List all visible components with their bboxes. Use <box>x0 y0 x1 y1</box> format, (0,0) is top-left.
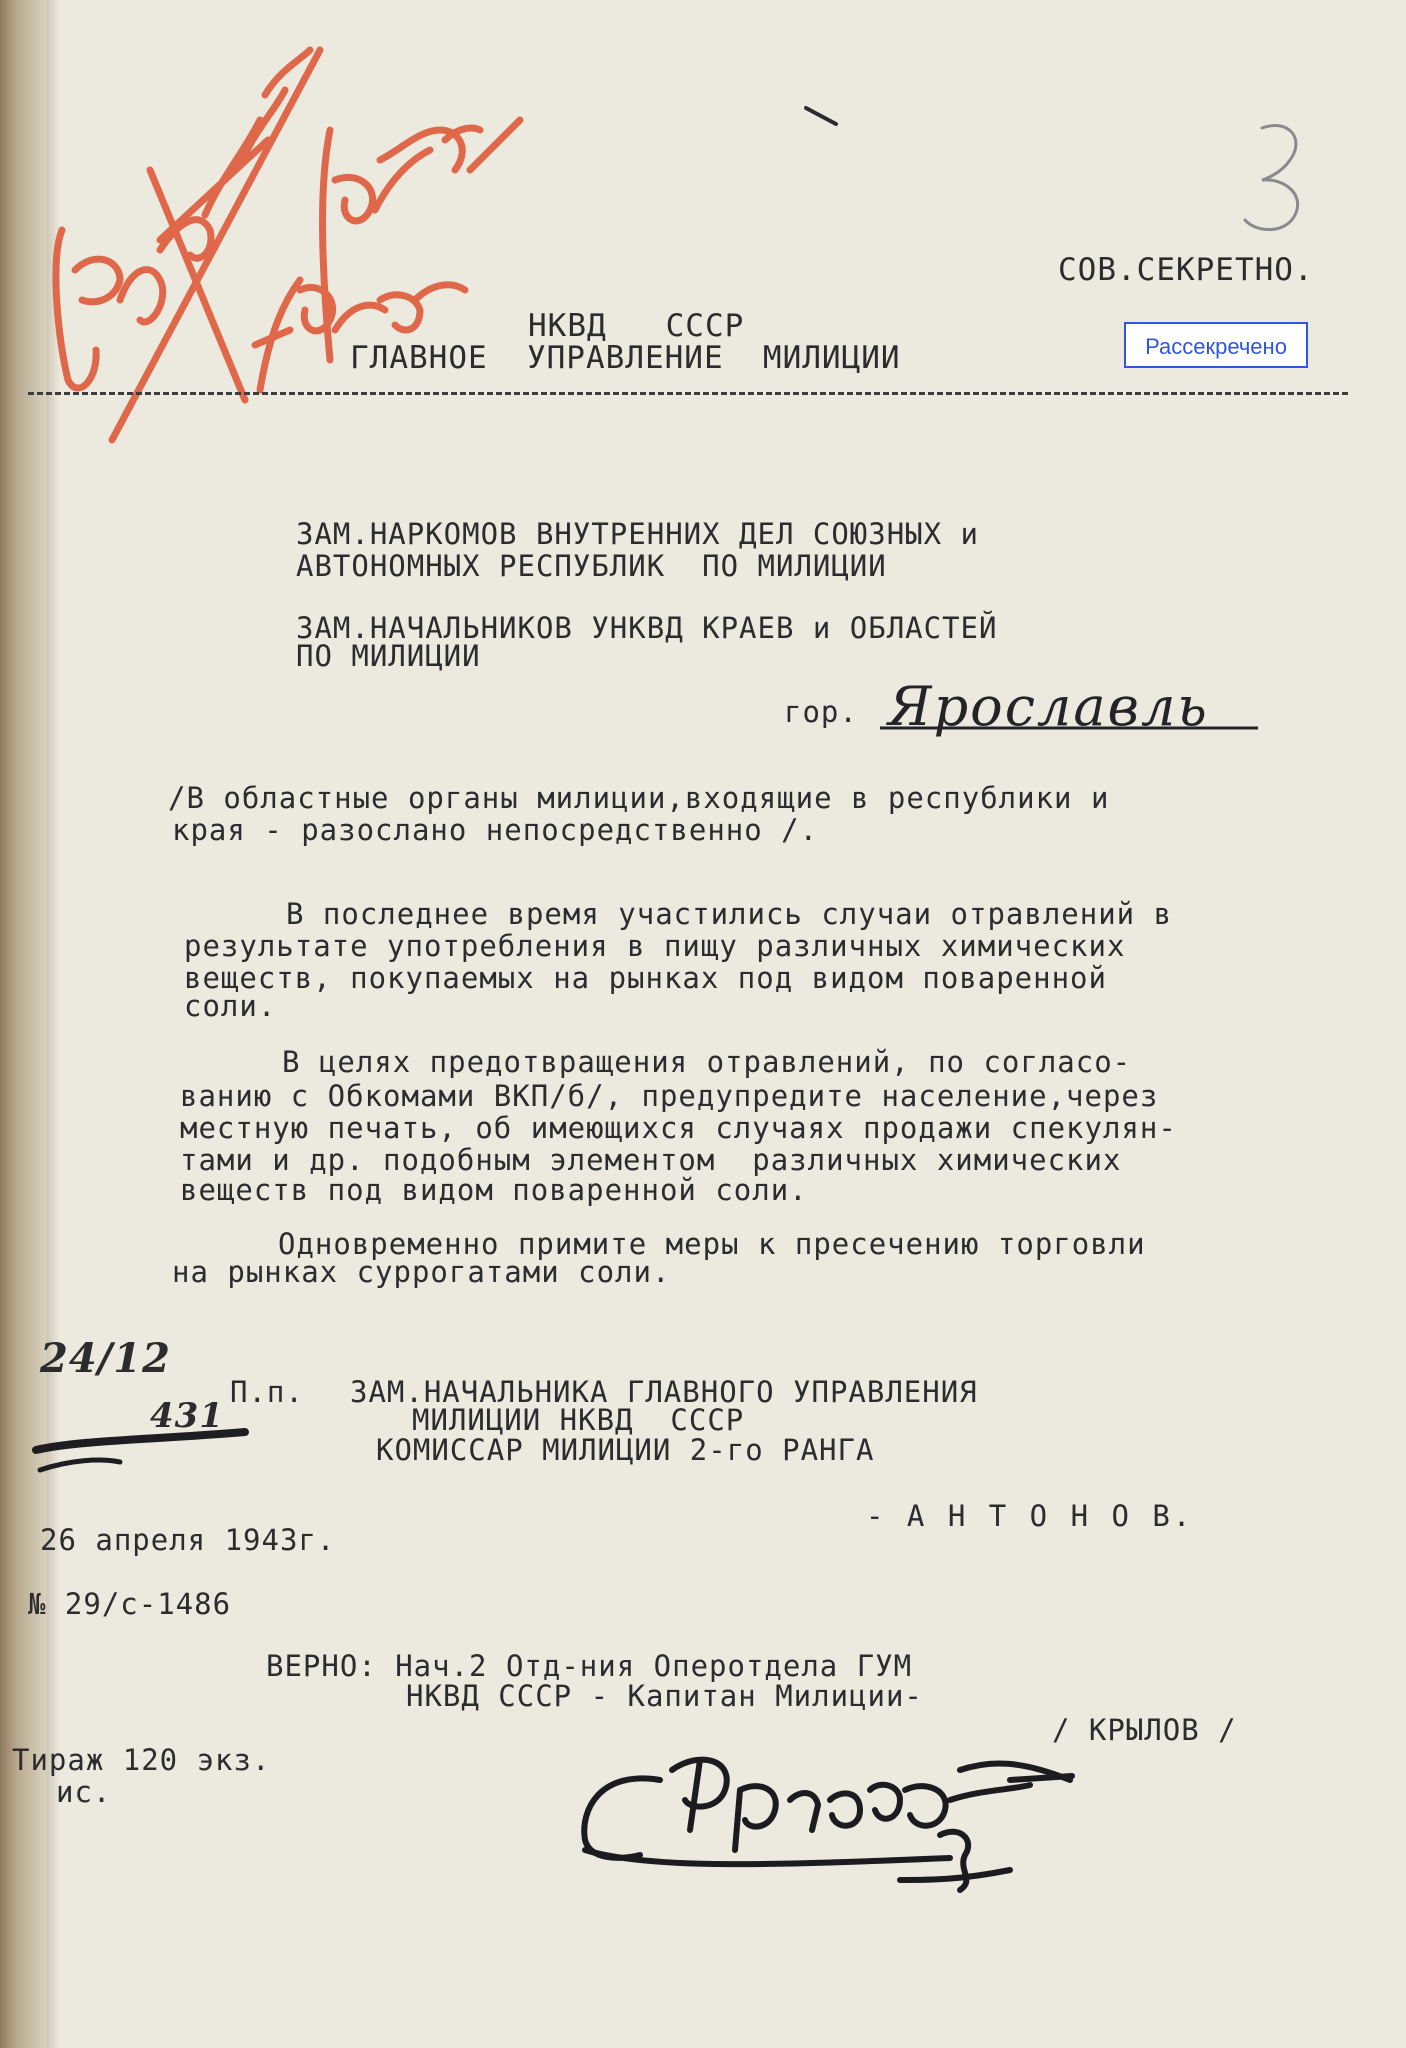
addressee-line-4: ПО МИЛИЦИИ <box>296 639 481 673</box>
document-number: № 29/с-1486 <box>28 1587 232 1621</box>
distribution-note-line-1: /В областные органы милиции,входящие в республики и <box>168 781 1110 815</box>
paragraph1-line-2: результате употребления в пищу различных химических <box>184 929 1126 963</box>
verified-line-2: НКВД СССР - Капитан Милиции- <box>406 1679 923 1713</box>
signature-title-line-1: ЗАМ.НАЧАЛЬНИКА ГЛАВНОГО УПРАВЛЕНИЯ <box>350 1375 978 1409</box>
addressee-line-3: ЗАМ.НАЧАЛЬНИКОВ УНКВД КРАЕВ и ОБЛАСТЕЙ <box>296 611 998 645</box>
handwritten-note-line-1: 24/12 <box>40 1335 171 1382</box>
signature-prefix: П.п. <box>230 1375 304 1409</box>
signature-title-line-2: МИЛИЦИИ НКВД СССР <box>412 1403 745 1437</box>
paragraph2-line-3: местную печать, об имеющихся случаях продажи спекулян- <box>180 1111 1177 1145</box>
header-dept: ГЛАВНОЕ УПРАВЛЕНИЕ МИЛИЦИИ <box>350 340 901 376</box>
signatory-name: - А Н Т О Н О В. <box>866 1499 1194 1533</box>
paragraph1-line-3: веществ, покупаемых на рынках под видом поваренной <box>184 961 1107 995</box>
classification-label: СОВ.СЕКРЕТНО. <box>1058 252 1314 288</box>
addressee-line-1: ЗАМ.НАРКОМОВ ВНУТРЕННИХ ДЕЛ СОЮЗНЫХ и <box>296 517 980 551</box>
document-date: 26 апреля 1943г. <box>40 1523 336 1557</box>
declassified-stamp: Рассекречено <box>1124 322 1308 368</box>
paragraph2-line-5: веществ под видом поваренной соли. <box>180 1173 808 1207</box>
city-name-handwritten: Ярославль <box>888 675 1209 738</box>
paragraph2-line-4: тами и др. подобным элементом различных химических <box>180 1143 1122 1177</box>
header-org: НКВД СССР <box>528 308 745 344</box>
circulation-line-1: Тираж 120 экз. <box>12 1743 271 1777</box>
paragraph2-line-2: ванию с Обкомами ВКП/б/, предупредите население,через <box>180 1079 1159 1113</box>
paragraph2-line-1: В целях предотвращения отравлений, по согласо- <box>282 1045 1132 1079</box>
paragraph3-line-2: на рынках суррогатами соли. <box>172 1255 671 1289</box>
addressee-line-2: АВТОНОМНЫХ РЕСПУБЛИК ПО МИЛИЦИИ <box>296 549 887 583</box>
verified-name: / КРЫЛОВ / <box>1052 1713 1237 1747</box>
circulation-line-2: ис. <box>56 1775 112 1809</box>
signature-title-line-3: КОМИССАР МИЛИЦИИ 2-го РАНГА <box>376 1433 875 1467</box>
verified-line-1: ВЕРНО: Нач.2 Отд-ния Оперотдела ГУМ <box>266 1649 913 1683</box>
paragraph3-line-1: Одновременно примите меры к пресечению торговли <box>278 1227 1146 1261</box>
city-label: гор. <box>784 695 858 729</box>
distribution-note-line-2: края - разослано непосредственно /. <box>172 813 819 847</box>
paragraph1-line-4: соли. <box>184 989 277 1023</box>
paragraph1-line-1: В последнее время участились случаи отравлений в <box>286 897 1173 931</box>
handwritten-note-line-2: 431 <box>150 1396 224 1436</box>
